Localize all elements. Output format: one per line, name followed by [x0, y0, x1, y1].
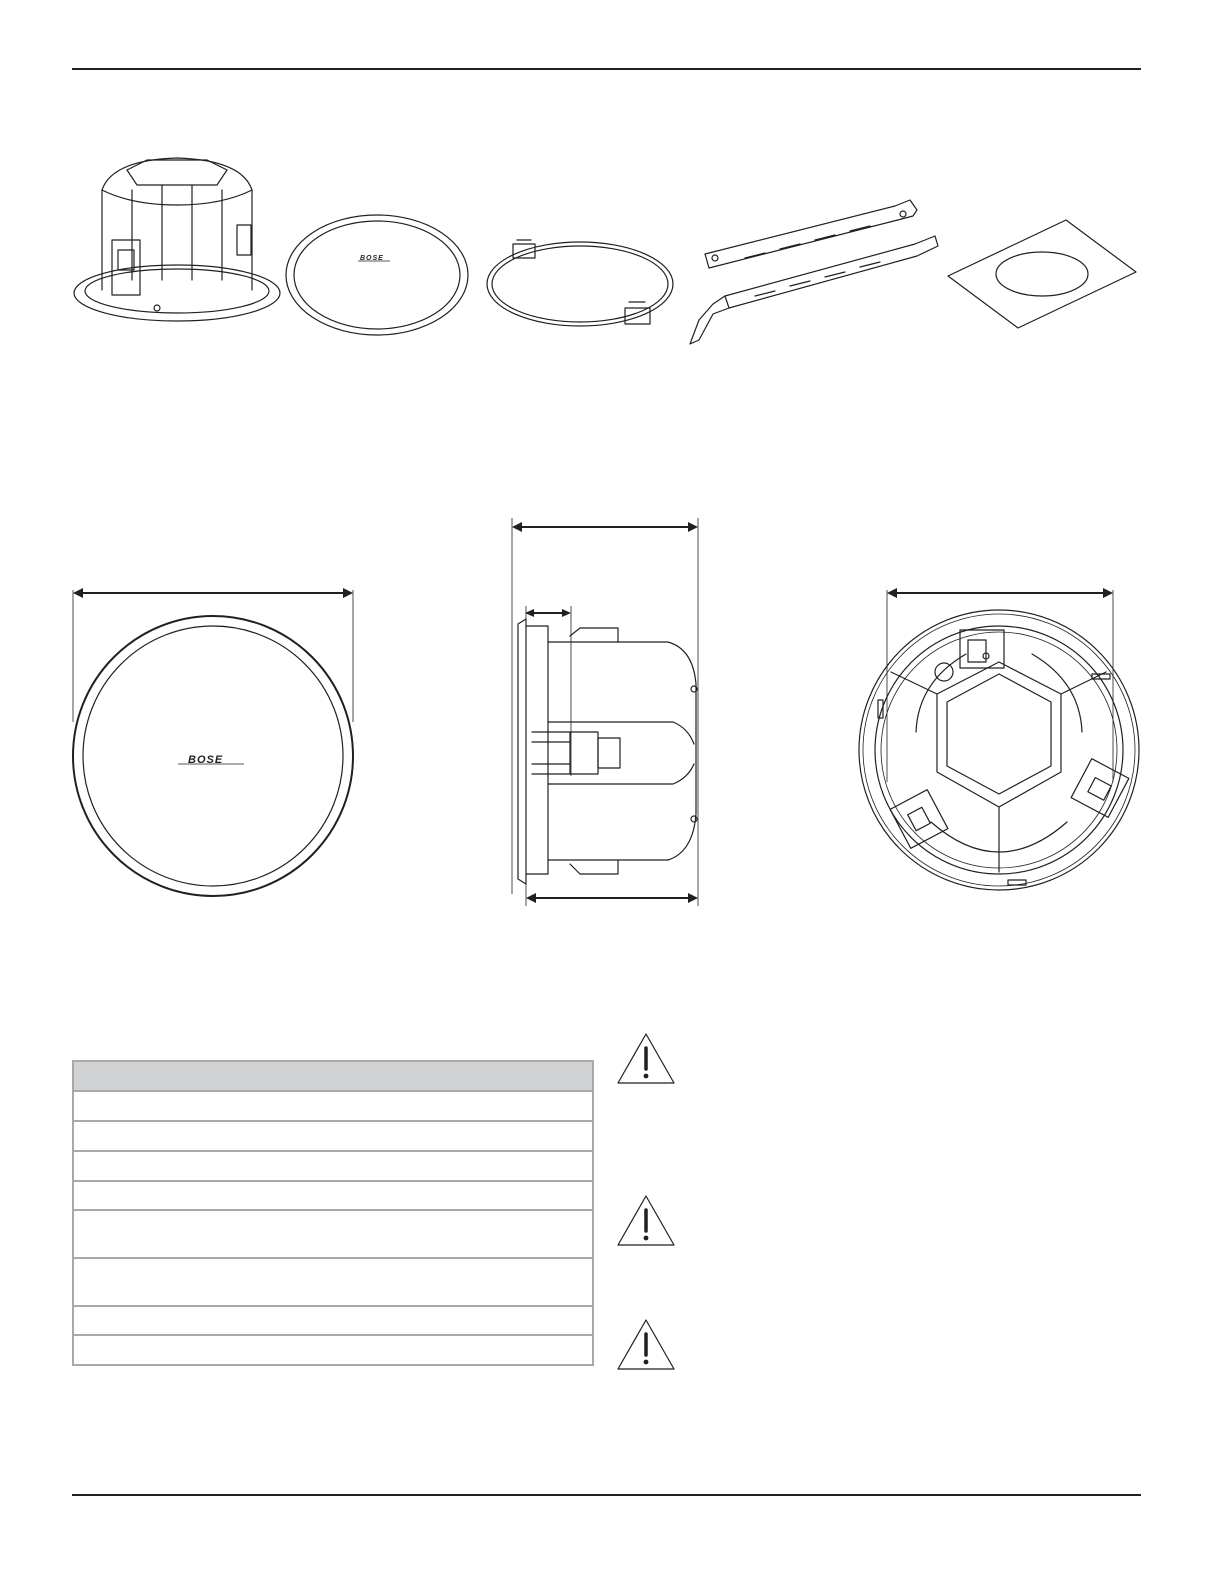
grille-logo: BOSE: [360, 255, 384, 262]
footer-rule: [72, 1494, 1141, 1496]
front-view-logo: BOSE: [188, 754, 224, 766]
table-row: [74, 1211, 592, 1259]
table-row: [74, 1152, 592, 1182]
grille-illustration: [284, 212, 470, 338]
specs-table-header: [74, 1062, 592, 1092]
warning-icon: [616, 1194, 676, 1248]
table-row: [74, 1307, 592, 1336]
side-view-drawing: [508, 514, 703, 910]
table-row: [74, 1122, 592, 1152]
specs-table: [72, 1060, 594, 1366]
table-row: [74, 1336, 592, 1364]
header-rule: [72, 68, 1141, 70]
bridge-rails-illustration: [685, 196, 940, 348]
warning-icon: [616, 1032, 676, 1086]
back-view-drawing: [856, 582, 1141, 902]
tile-rail-ring-illustration: [485, 236, 675, 331]
table-row: [74, 1182, 592, 1211]
table-row: [74, 1092, 592, 1122]
loudspeaker-illustration: [72, 150, 282, 325]
front-view-drawing: [66, 582, 361, 907]
cutout-template-illustration: [946, 218, 1138, 330]
table-row: [74, 1259, 592, 1307]
warning-icon: [616, 1318, 676, 1372]
